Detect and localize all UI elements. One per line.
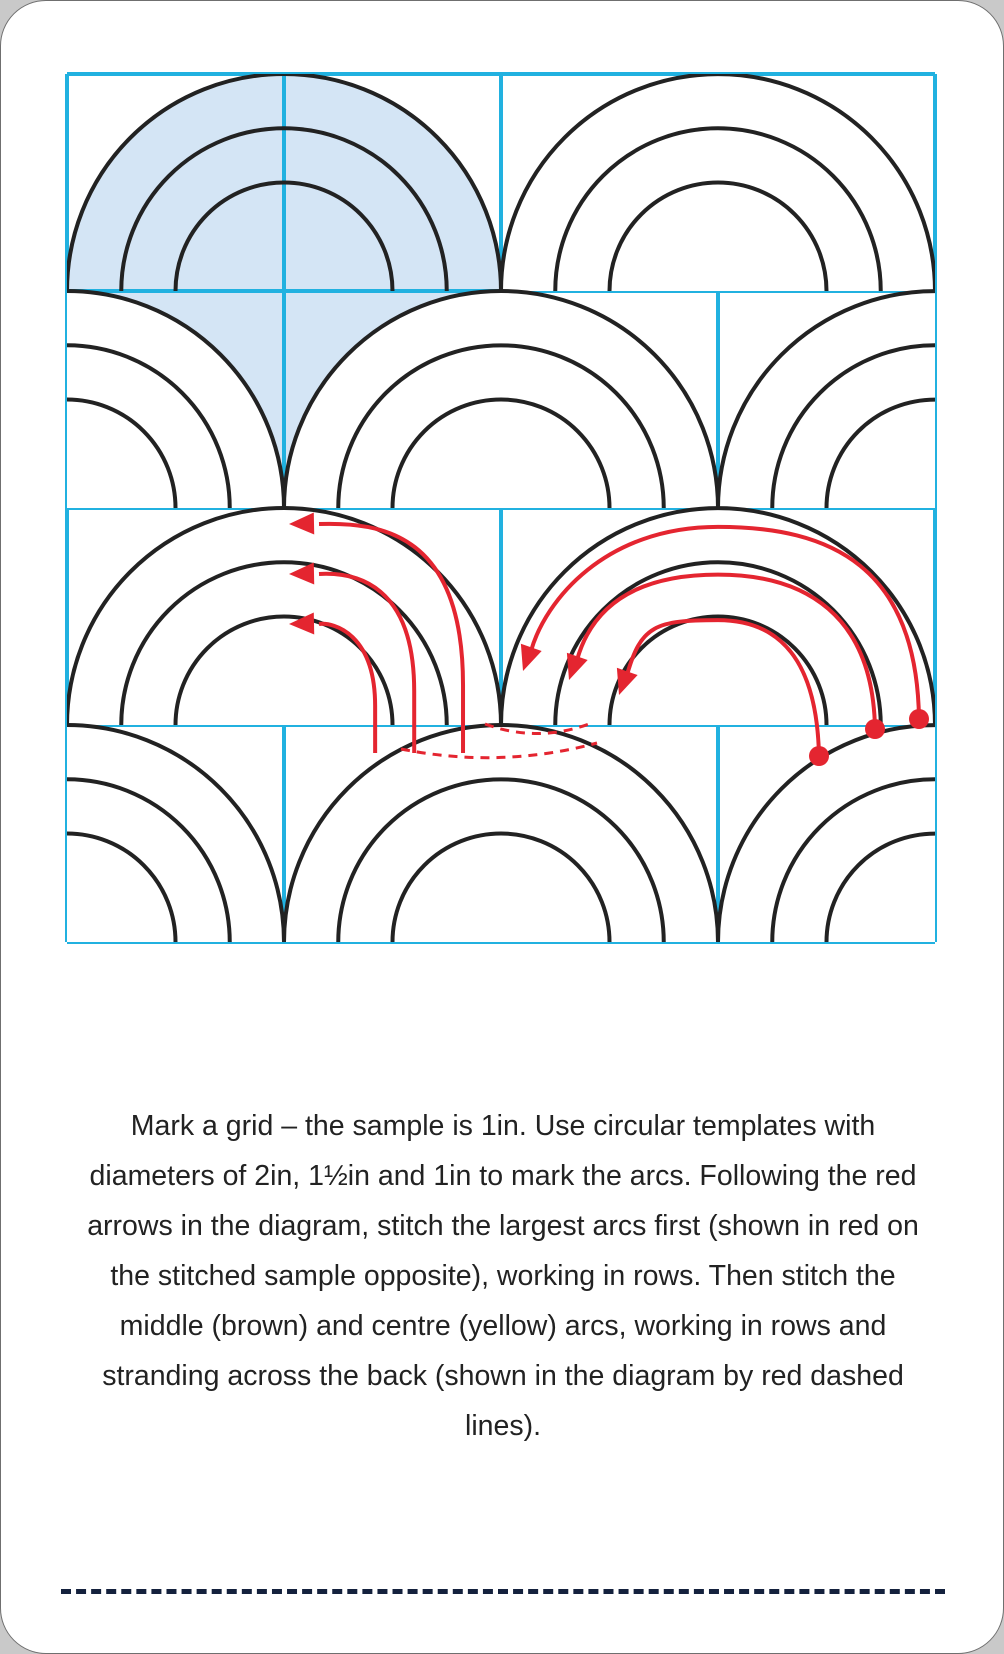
scallop-unit — [1, 725, 284, 942]
red-start-dot-icon — [909, 709, 929, 729]
dashed-divider — [61, 1589, 945, 1594]
scallop-fill — [1, 725, 284, 942]
scallop-unit — [718, 291, 1004, 508]
scallop-unit — [501, 74, 935, 291]
scallop-unit — [67, 508, 501, 725]
red-start-dot-icon — [809, 746, 829, 766]
scallop-fill — [718, 725, 1004, 942]
red-start-dot-icon — [865, 719, 885, 739]
instructions-text — [71, 1101, 935, 1451]
scallop-unit — [718, 725, 1004, 942]
scallop-diagram — [1, 1, 1004, 981]
instructions-paragraph: Mark a grid – the sample is 1in. Use circular templates with diameters of 2in, 1½in and 1in to mark the arcs. Following the red arrows in the diagram, stitch the largest arcs first (shown in red on the stitched sample opposite), working in rows. Then stitch the middle (brown) and centre (yellow) arcs, working in rows and stranding across the back (shown in the diagram by red dashed lines). — [87, 1110, 919, 1442]
scallop-fill — [718, 291, 1004, 508]
